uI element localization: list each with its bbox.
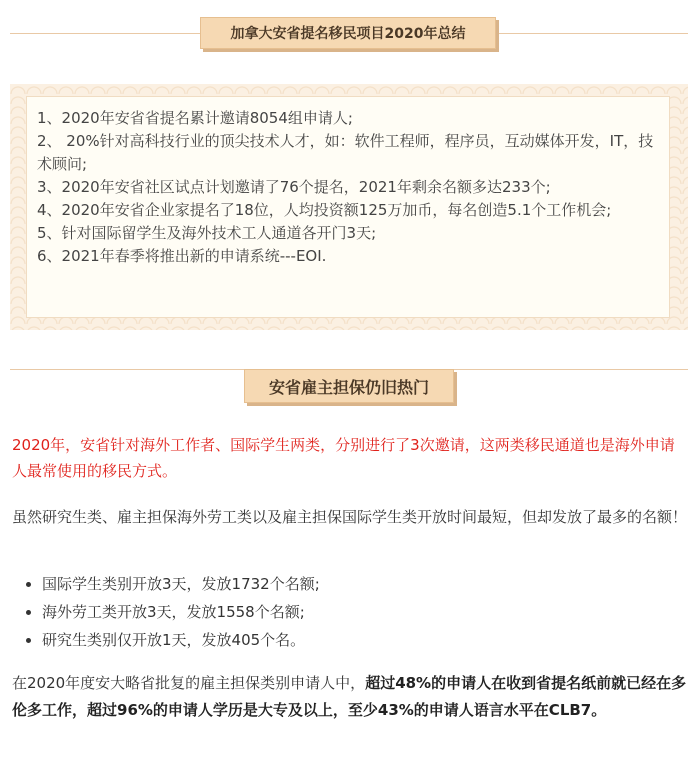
summary-item-6: 6、2021年春季将推出新的申请系统---EOI. (37, 247, 327, 265)
bullet-item: • 海外劳工类开放3天，发放1558个名额; (42, 598, 688, 626)
section1-title: 加拿大安省提名移民项目2020年总结 (230, 26, 466, 42)
bullet-item: • 国际学生类别开放3天，发放1732个名额; (42, 570, 688, 598)
section1-title-badge (200, 17, 496, 49)
statistics-bold-text: 超过48%的申请人在收到省提名纸前就已经在多伦多工作，超过96%的申请人学历是大专及以上，至少43%的申请人语言水平在CLB7。 (12, 674, 687, 719)
summary-item-2: 2、 20%针对高科技行业的顶尖技术人才，如：软件工程师，程序员，互动媒体开发，IT，技术顾问; (37, 132, 654, 173)
statistics-paragraph (12, 670, 688, 724)
statistics-normal-text: 在2020年度安大略省批复的雇主担保类别申请人中， (12, 674, 366, 692)
summary-card (26, 96, 670, 318)
quota-bullet-list (12, 570, 688, 654)
summary-item-5: 5、针对国际留学生及海外技术工人通道各开门3天; (37, 224, 377, 242)
section2-title-badge (244, 369, 454, 403)
summary-item-4: 4、2020年安省企业家提名了18位，人均投资额125万加币，每名创造5.1个工作机会; (37, 201, 612, 219)
summary-item-1: 1、2020年安省省提名累计邀请8054组申请人; (37, 109, 353, 127)
red-intro-paragraph: 2020年，安省针对海外工作者、国际学生两类，分别进行了3次邀请，这两类移民通道也是海外申请人最常使用的移民方式。 (12, 436, 675, 480)
bullet-item: • 研究生类别仅开放1天，发放405个名。 (42, 626, 688, 654)
section2-title: 安省雇主担保仍旧热门 (268, 377, 429, 397)
summary-item-3: 3、2020年安省社区试点计划邀请了76个提名，2021年剩余名额多达233个; (37, 178, 551, 196)
quota-paragraph: 虽然研究生类、雇主担保海外劳工类以及雇主担保国际学生类开放时间最短，但却发放了最多的名额！ (12, 508, 688, 526)
